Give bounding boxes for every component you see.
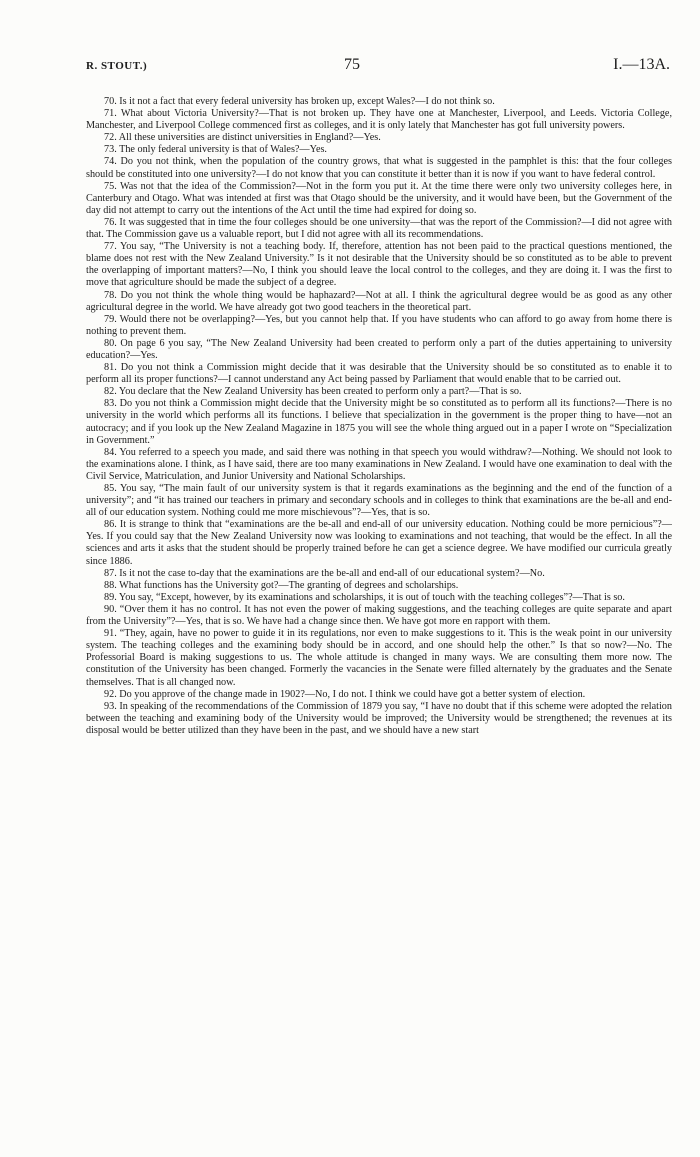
paragraph: 78. Do you not think the whole thing would be haphazard?—Not at all. I think the agricultural degree would be as good as any other agricultural degree in the world. We have already got two good teachers in the theoretical part. <box>86 289 672 313</box>
paragraph: 76. It was suggested that in time the four colleges should be one university—that was the report of the Commission?—I did not agree with that. The Commission gave us a valuable report, but I did not agree with all its recommendations. <box>86 216 672 241</box>
paragraph: 83. Do you not think a Commission might decide that the University might be so constituted as to perform all its functions?—There is no university in the world which performs all its functions. I believe that specialization in the government is the proper thing to have—not an autocracy; and if you look up the New Zealand Magazine in 1875 you will see the whole thing argued out in a paper I wrote on “Specialization in Government.” <box>86 398 672 446</box>
page-header <box>86 56 670 80</box>
paragraph: 79. Would there not be overlapping?—Yes, but you cannot help that. If you have students who can afford to go away from home there is nothing to prevent them. <box>86 313 672 337</box>
paragraph: 85. You say, “The main fault of our university system is that it regards examinations as the beginning and the end of the function of a university”; and “it has trained our teachers in primary and secondary schools and in colleges to think that examinations are the be-all and end-all of our education system. Nothing could me more mischievous”?—Yes, that is so. <box>86 483 672 519</box>
paragraph: 90. “Over them it has no control. It has not even the power of making suggestions, and the teaching colleges are quite separate and apart from the University”?—Yes, that is so. We have had a change since then. We have got more en rapport with them. <box>86 603 672 628</box>
paragraph: 72. All these universities are distinct universities in England?—Yes. <box>104 132 381 144</box>
paragraph: 89. You say, “Except, however, by its examinations and scholarships, it is out of touch with the teaching colleges”?—That is so. <box>104 591 625 603</box>
paragraph: 91. “They, again, have no power to guide it in its regulations, nor even to make suggestions to it. This is the weak point in our university system. The teaching colleges and the examining body should be in accord, and one should help the other.” Is that so now?—No. The Professorial Board is making suggestions to us. The whole attitude is changed in many ways. We are consulting them more now. The constitution of the University has been changed. Formerly the vacancies in the Senate were filled alternately by the graduates and the Senate themselves. That is all changed now. <box>86 628 672 688</box>
paragraph: 88. What functions has the University got?—The granting of degrees and scholarships. <box>104 579 459 591</box>
header-witness: R. STOUT.) <box>86 60 148 72</box>
paragraph: 92. Do you approve of the change made in 1902?—No, I do not. I think we could have got a better system of election. <box>104 688 586 700</box>
paper-reference: I.—13A. <box>613 56 670 73</box>
page-number: 75 <box>344 56 360 73</box>
paragraph: 73. The only federal university is that of Wales?—Yes. <box>104 144 327 156</box>
paragraph: 80. On page 6 you say, “The New Zealand University had been created to perform only a part of the duties appertaining to university education?—Yes. <box>86 337 672 361</box>
paragraph: 77. You say, “The University is not a teaching body. If, therefore, attention has not been paid to the practical questions mentioned, the blame does not rest with the New Zealand University.” Is it not desirable that the University should be so constituted as to be able to prevent the overlapping of important matters?—No, I think you should leave the local control to the colleges, and they are doing it. I was the first to move that agriculture should be made the subject of a degree. <box>86 241 672 289</box>
paragraph: 74. Do you not think, when the population of the country grows, that what is suggested in the pamphlet is this: that the four colleges should be constituted into one university?—I do not know that you can constitute it better than it is now if you want to have federal control. <box>86 156 672 180</box>
paragraph: 82. You declare that the New Zealand University has been created to perform only a part?—That is so. <box>104 386 522 398</box>
paragraph: 87. Is it not the case to-day that the examinations are the be-all and end-all of our educational system?—No. <box>104 567 545 579</box>
evidence-body <box>86 96 672 737</box>
paragraph: 75. Was not that the idea of the Commission?—Not in the form you put it. At the time there were only two university colleges here, in Canterbury and Otago. What was intended at first was that Otago should be the university, and it would have been, but the Government of the day did not attempt to carry out the intentions of the Act until the time had expired for doing so. <box>86 180 672 216</box>
paragraph: 70. Is it not a fact that every federal university has broken up, except Wales?—I do not think so. <box>104 96 495 107</box>
paragraph: 86. It is strange to think that “examinations are the be-all and end-all of our university education. Nothing could be more pernicious”?—Yes. If you could say that the New Zealand University now was looking to examinations and not teaching, that would be the effect. In all the sciences and arts it asks that the student should be properly trained before he can get a science degree. We have modified our curricula greatly since 1886. <box>86 519 672 567</box>
paragraph: 93. In speaking of the recommendations of the Commission of 1879 you say, “I have no doubt that if this scheme were adopted the relation between the teaching and examining body of the University would be improved; the University would be strengthened; the revenues at its disposal would be better utilized than they have been in the past, and we should have a new start <box>86 700 672 736</box>
paragraph: 81. Do you not think a Commission might decide that it was desirable that the University should be so constituted as to enable it to perform all its proper functions?—I cannot understand any Act being passed by Parliament that would enable that to be carried out. <box>86 362 672 386</box>
paragraph: 84. You referred to a speech you made, and said there was nothing in that speech you would withdraw?—Nothing. We should not look to the examinations alone. I think, as I have said, there are too many examinations in New Zealand. I would have one examination to deal with the Civil Service, Matriculation, and Junior University and National Scholarships. <box>86 446 672 482</box>
paragraph: 71. What about Victoria University?—That is not broken up. They have one at Manchester, Liverpool, and Leeds. Victoria College, Manchester, and Liverpool College commenced first as colleges, and it is only lately that Manchester has got full university powers. <box>86 108 672 132</box>
